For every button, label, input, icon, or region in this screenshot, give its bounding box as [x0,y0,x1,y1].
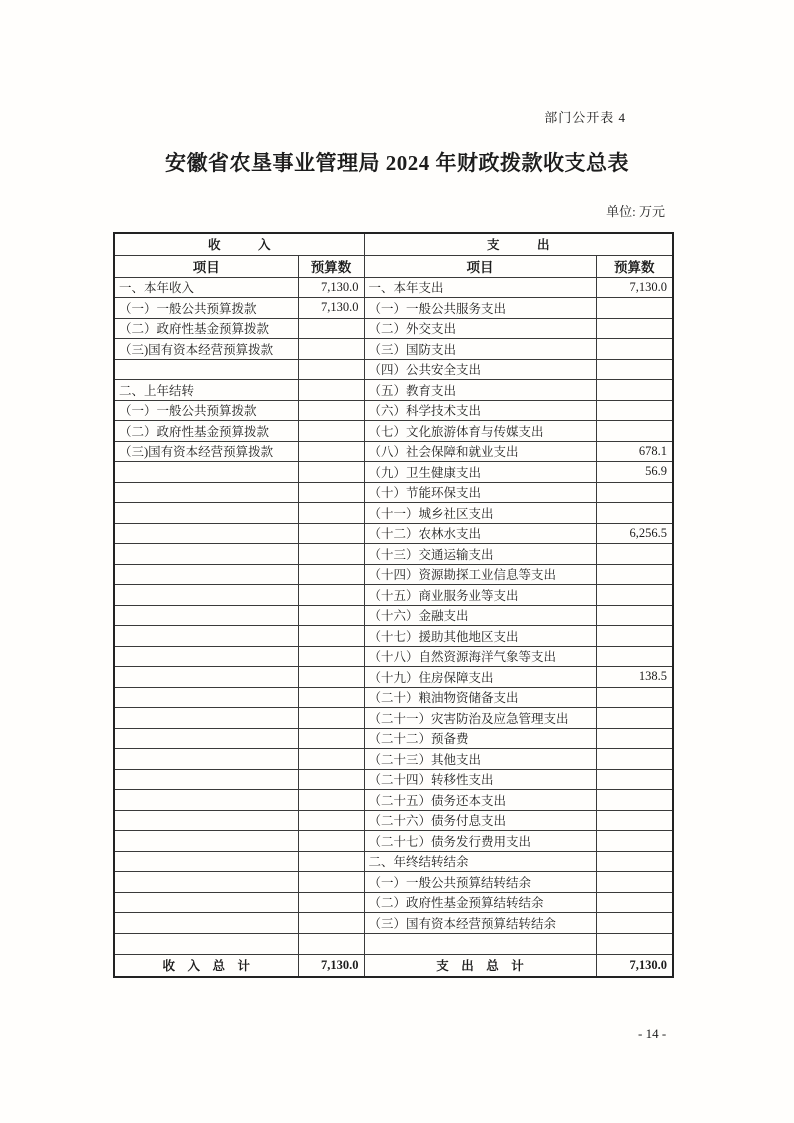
expense-total-label: 支 出 总 计 [364,954,596,977]
income-value-cell [298,892,364,913]
income-value-cell [298,359,364,380]
income-value-cell [298,749,364,770]
income-item-cell [114,708,298,729]
expense-item-cell: （三）国防支出 [364,339,596,360]
expense-value-cell [596,400,673,421]
expense-item-cell: （九）卫生健康支出 [364,462,596,483]
table-row [114,687,673,708]
table-row [114,359,673,380]
expense-item-header: 项目 [364,255,596,277]
expense-value-cell [596,359,673,380]
income-value-cell [298,851,364,872]
expense-value-cell [596,851,673,872]
expense-item-cell: （十八）自然资源海洋气象等支出 [364,646,596,667]
expense-item-cell: 二、年终结转结余 [364,851,596,872]
expense-budget-header: 预算数 [596,255,673,277]
expense-value-cell [596,892,673,913]
expense-value-cell [596,708,673,729]
expense-value-cell [596,687,673,708]
income-item-cell [114,872,298,893]
expense-value-cell [596,728,673,749]
income-value-cell: 7,130.0 [298,298,364,319]
table-row [114,441,673,462]
expense-value-cell [596,933,673,954]
income-budget-header: 预算数 [298,255,364,277]
income-item-cell [114,892,298,913]
income-item-cell [114,646,298,667]
income-item-cell [114,605,298,626]
expense-item-cell: （二十三）其他支出 [364,749,596,770]
expense-item-cell: （五）教育支出 [364,380,596,401]
income-value-cell [298,769,364,790]
income-item-cell [114,913,298,934]
income-total-label: 收 入 总 计 [114,954,298,977]
expense-value-cell [596,831,673,852]
income-item-cell [114,523,298,544]
expense-value-cell [596,585,673,606]
income-item-cell [114,687,298,708]
table-row [114,933,673,954]
expense-item-cell: （十）节能环保支出 [364,482,596,503]
table-row [114,462,673,483]
income-value-cell [298,810,364,831]
expense-item-cell: （十九）住房保障支出 [364,667,596,688]
table-row [114,831,673,852]
expense-item-cell: （十五）商业服务业等支出 [364,585,596,606]
table-row [114,851,673,872]
income-item-cell: 二、上年结转 [114,380,298,401]
table-header [114,233,673,277]
table-row [114,913,673,934]
table-row [114,790,673,811]
income-item-cell: （一）一般公共预算拨款 [114,400,298,421]
table-row [114,318,673,339]
income-value-cell [298,441,364,462]
income-value-cell [298,318,364,339]
income-item-cell [114,482,298,503]
table-row [114,482,673,503]
income-item-cell: （三)国有资本经营预算拨款 [114,339,298,360]
income-item-cell: （二）政府性基金预算拨款 [114,421,298,442]
table-row [114,646,673,667]
income-item-cell [114,359,298,380]
expense-value-cell [596,605,673,626]
income-value-cell [298,728,364,749]
expense-total-value: 7,130.0 [596,954,673,977]
income-value-cell [298,400,364,421]
expense-value-cell: 56.9 [596,462,673,483]
table-row [114,605,673,626]
table-row [114,523,673,544]
income-value-cell [298,482,364,503]
income-item-cell: 一、本年收入 [114,277,298,298]
income-item-cell [114,585,298,606]
table-row [114,544,673,565]
table-row [114,626,673,647]
income-value-cell: 7,130.0 [298,277,364,298]
expense-value-cell: 6,256.5 [596,523,673,544]
expense-item-cell: （二）政府性基金预算结转结余 [364,892,596,913]
expense-item-cell: （七）文化旅游体育与传媒支出 [364,421,596,442]
expense-item-cell: （二）外交支出 [364,318,596,339]
table-row [114,585,673,606]
income-value-cell [298,462,364,483]
total-row [114,954,673,977]
income-value-cell [298,564,364,585]
doc-label: 部门公开表 4 [544,110,626,125]
expense-value-cell [596,380,673,401]
table-row [114,872,673,893]
income-item-header: 项目 [114,255,298,277]
expense-value-cell [596,626,673,647]
income-item-cell [114,626,298,647]
expense-value-cell [596,482,673,503]
income-item-cell [114,462,298,483]
income-value-cell [298,339,364,360]
income-item-cell [114,790,298,811]
expense-item-cell: （十三）交通运输支出 [364,544,596,565]
expense-value-cell [596,749,673,770]
expense-value-cell [596,544,673,565]
income-value-cell [298,626,364,647]
table-row [114,421,673,442]
expense-value-cell [596,790,673,811]
expense-item-cell: （八）社会保障和就业支出 [364,441,596,462]
expense-value-cell [596,872,673,893]
table-row [114,503,673,524]
expense-section-header: 支 出 [364,233,673,255]
income-item-cell [114,933,298,954]
expense-item-cell: （十七）援助其他地区支出 [364,626,596,647]
income-value-cell [298,503,364,524]
expense-value-cell [596,646,673,667]
unit-label: 单位: 万元 [606,204,665,219]
table-row [114,892,673,913]
income-item-cell [114,749,298,770]
table-row [114,708,673,729]
section-header-row [114,233,673,255]
expense-item-cell: （二十四）转移性支出 [364,769,596,790]
page-number: - 14 - [638,1026,667,1041]
column-header-row [114,255,673,277]
expense-item-cell: （二十一）灾害防治及应急管理支出 [364,708,596,729]
expense-item-cell: （二十二）预备费 [364,728,596,749]
income-item-cell [114,851,298,872]
income-section-header: 收 入 [114,233,364,255]
expense-item-cell: （一）一般公共预算结转结余 [364,872,596,893]
expense-item-cell: （十六）金融支出 [364,605,596,626]
expense-item-cell: （二十）粮油物资储备支出 [364,687,596,708]
expense-item-cell: （三）国有资本经营预算结转结余 [364,913,596,934]
expense-item-cell [364,933,596,954]
income-value-cell [298,544,364,565]
expense-item-cell: 一、本年支出 [364,277,596,298]
table-footer [114,954,673,977]
expense-item-cell: （二十六）债务付息支出 [364,810,596,831]
expense-value-cell: 7,130.0 [596,277,673,298]
income-value-cell [298,523,364,544]
income-item-cell: （一）一般公共预算拨款 [114,298,298,319]
table-row [114,298,673,319]
expense-item-cell: （十一）城乡社区支出 [364,503,596,524]
income-item-cell [114,564,298,585]
table-row [114,339,673,360]
table-row [114,667,673,688]
table-row [114,728,673,749]
table-body [114,277,673,954]
page-title: 安徽省农垦事业管理局 2024 年财政拨款收支总表 [165,151,629,175]
table-row [114,564,673,585]
income-item-cell [114,667,298,688]
table-row [114,277,673,298]
expense-value-cell: 678.1 [596,441,673,462]
income-value-cell [298,708,364,729]
expense-value-cell [596,769,673,790]
expense-value-cell [596,298,673,319]
income-value-cell [298,872,364,893]
expense-item-cell: （十四）资源勘探工业信息等支出 [364,564,596,585]
table-row [114,769,673,790]
income-item-cell [114,831,298,852]
expense-item-cell: （二十七）债务发行费用支出 [364,831,596,852]
income-value-cell [298,913,364,934]
income-item-cell [114,503,298,524]
income-value-cell [298,831,364,852]
expense-value-cell [596,339,673,360]
income-total-value: 7,130.0 [298,954,364,977]
expense-item-cell: （四）公共安全支出 [364,359,596,380]
income-value-cell [298,380,364,401]
income-item-cell [114,769,298,790]
expense-value-cell [596,503,673,524]
income-value-cell [298,667,364,688]
income-item-cell: （二）政府性基金预算拨款 [114,318,298,339]
expense-value-cell [596,810,673,831]
income-value-cell [298,421,364,442]
budget-summary-table [113,232,674,978]
income-value-cell [298,585,364,606]
table-row [114,810,673,831]
expense-item-cell: （一）一般公共服务支出 [364,298,596,319]
income-value-cell [298,790,364,811]
income-value-cell [298,687,364,708]
expense-value-cell: 138.5 [596,667,673,688]
expense-item-cell: （六）科学技术支出 [364,400,596,421]
expense-item-cell: （二十五）债务还本支出 [364,790,596,811]
table-row [114,400,673,421]
income-value-cell [298,933,364,954]
income-item-cell: （三)国有资本经营预算拨款 [114,441,298,462]
income-value-cell [298,646,364,667]
income-item-cell [114,810,298,831]
expense-value-cell [596,318,673,339]
income-item-cell [114,728,298,749]
table-row [114,749,673,770]
expense-value-cell [596,913,673,934]
expense-item-cell: （十二）农林水支出 [364,523,596,544]
income-item-cell [114,544,298,565]
expense-value-cell [596,421,673,442]
table-row [114,380,673,401]
income-value-cell [298,605,364,626]
expense-value-cell [596,564,673,585]
